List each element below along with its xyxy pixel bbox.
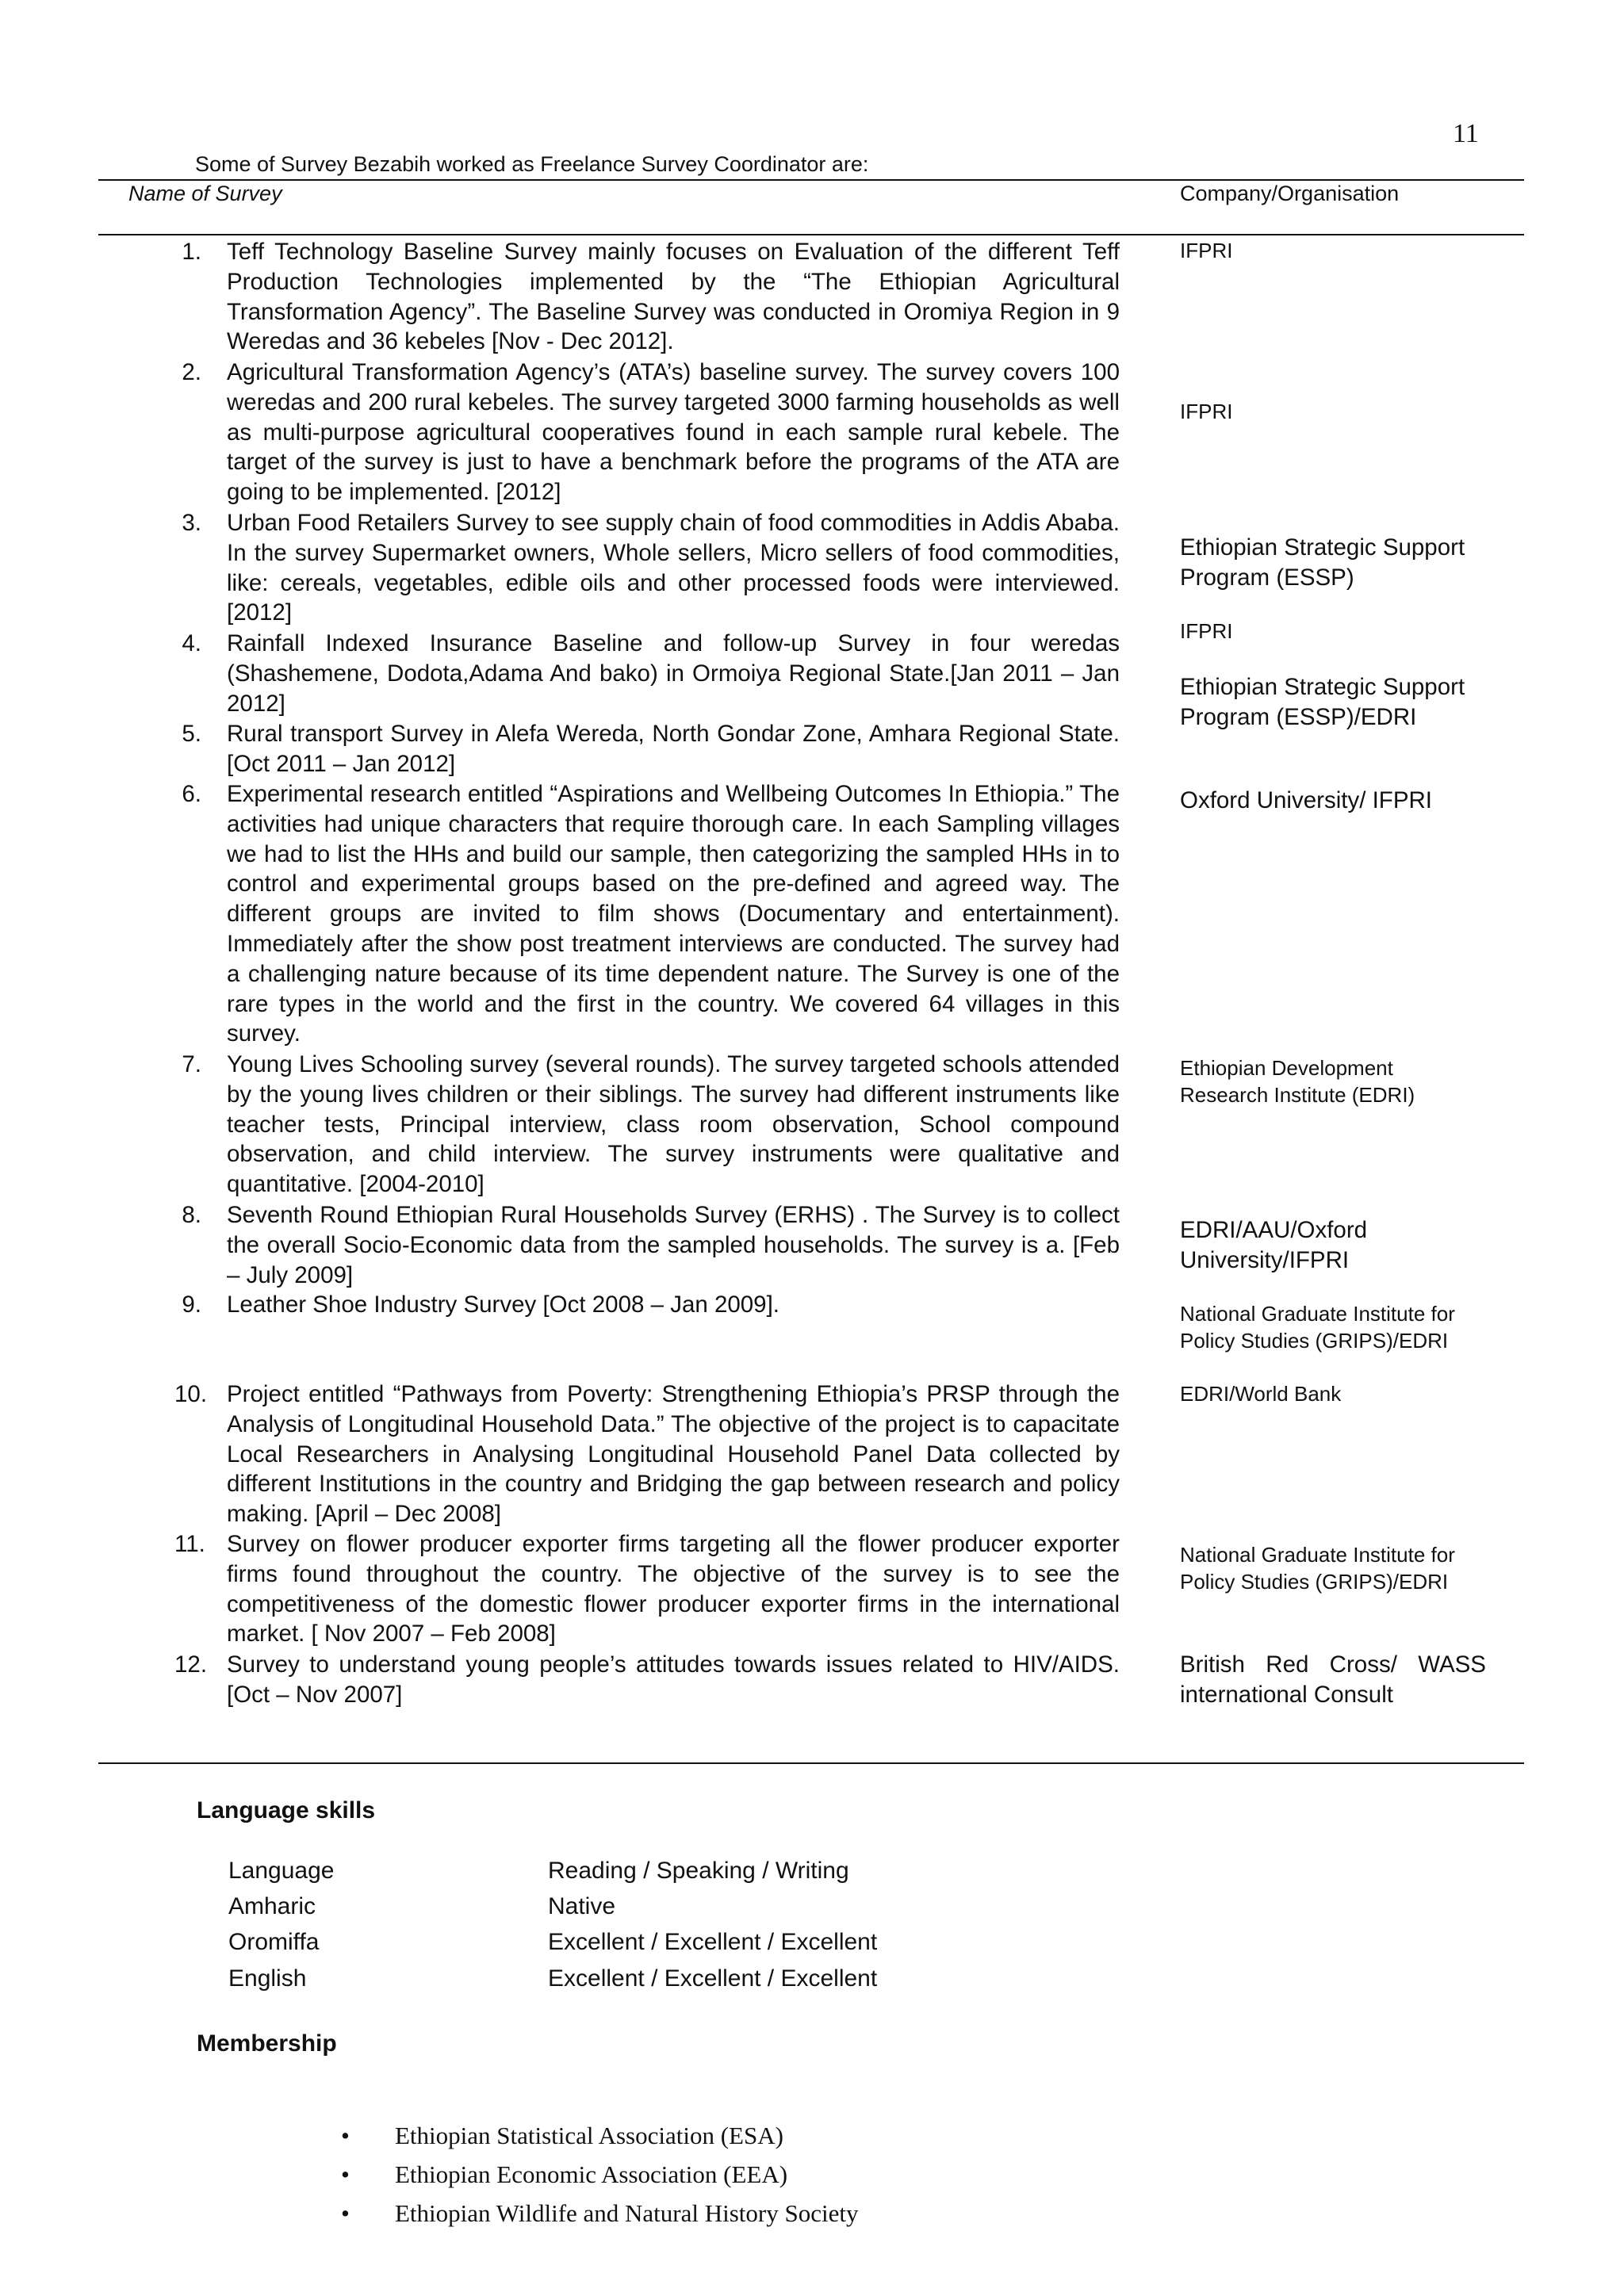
organisation-cell: Ethiopian Strategic Support Program (ESSP) [1180, 534, 1465, 591]
survey-text: Urban Food Retailers Survey to see supply chain of food commodities in Addis Ababa. In the survey Supermarket owners, Whole sellers, Micro sellers of food commodities, like: cereals, vegetables, edible oils and other processed foods were interviewed. [2012] [227, 510, 1120, 626]
column-header-name: Name of Survey [128, 182, 282, 205]
bullet-icon: • [341, 2199, 350, 2227]
organisation-cell: IFPRI [1180, 619, 1233, 643]
survey-text: Rural transport Survey in Alefa Wereda, North Gondar Zone, Amhara Regional State. [Oct 2011 – Jan 2012] [227, 721, 1120, 777]
survey-text: Experimental research entitled “Aspirations and Wellbeing Outcomes In Ethiopia.” The activities had unique characters that require thorough care. In each Sampling villages we had to list the HHs and build our sample, then categorizing the sampled HHs in to control and experimental groups based on the pre-defined and agreed way. The different groups are invited to film shows (Documentary and entertainment). Immediately after the show post treatment interviews are conducted. The survey had a challenging nature because of its time dependent nature. The Survey is one of the rare types in the world and the first in the country. We covered 64 villages in this survey. [227, 781, 1120, 1047]
organisation-cell: IFPRI [1180, 239, 1233, 262]
survey-text: Teff Technology Baseline Survey mainly focuses on Evaluation of the different Teff Production Technologies implemented by the “The Ethiopian Agricultural Transformation Agency”. The Baseline Survey was conducted in Oromiya Region in 9 Weredas and 36 kebeles [Nov - Dec 2012]. [227, 239, 1120, 355]
survey-text: Project entitled “Pathways from Poverty: Strengthening Ethiopia’s PRSP through the Analysis of Longitudinal Household Data.” The objective of the project is to capacitate Local Researchers in Analysing Longitudinal Household Panel Data collected by different Institutions in the country and Bridging the gap between research and policy making. [April – Dec 2008] [227, 1381, 1120, 1528]
survey-number: 8. [182, 1202, 201, 1228]
survey-number: 11. [174, 1531, 205, 1557]
survey-text: Survey on flower producer exporter firms targeting all the flower producer exporter firms found throughout the country. The objective of the survey is to see the competitiveness of the domestic flower producer exporter firms in the international market. [ Nov 2007 – Feb 2008] [227, 1531, 1120, 1647]
survey-number: 2. [182, 359, 201, 385]
survey-number: 7. [182, 1051, 201, 1077]
organisation-cell: Ethiopian Strategic Support Program (ESSP)/EDRI [1180, 674, 1465, 730]
language-name: Oromiffa [228, 1929, 320, 1955]
organisation-cell: National Graduate Institute for Policy Studies (GRIPS)/EDRI [1180, 1543, 1455, 1594]
survey-text: Young Lives Schooling survey (several rounds). The survey targeted schools attended by the young lives children or their siblings. The survey had different instruments like teacher tests, Principal interview, class room observation, School compound observation, and child interview. The survey instruments were qualitative and quantitative. [2004-2010] [227, 1051, 1120, 1198]
language-level: Native [548, 1893, 616, 1919]
organisation-cell: IFPRI [1180, 400, 1233, 423]
language-skills-heading: Language skills [197, 1797, 376, 1823]
survey-text: Survey to understand young people’s attitudes towards issues related to HIV/AIDS. [Oct – Nov 2007] [227, 1651, 1120, 1708]
organisation-cell: EDRI/World Bank [1180, 1382, 1342, 1406]
language-name: Amharic [228, 1893, 316, 1919]
survey-number: 5. [182, 721, 201, 747]
survey-text: Leather Shoe Industry Survey [Oct 2008 – Jan 2009]. [227, 1292, 779, 1318]
language-name: English [228, 1965, 307, 1992]
survey-number: 4. [182, 630, 201, 656]
membership-text: Ethiopian Economic Association (EEA) [395, 2160, 788, 2188]
survey-text: Seventh Round Ethiopian Rural Households Survey (ERHS) . The Survey is to collect the overall Socio-Economic data from the sampled households. The survey is a. [Feb – July 2009] [227, 1202, 1120, 1288]
membership-text: Ethiopian Wildlife and Natural History Society [395, 2199, 859, 2227]
language-level: Reading / Speaking / Writing [548, 1858, 849, 1884]
survey-number: 1. [182, 239, 201, 265]
survey-text: Rainfall Indexed Insurance Baseline and follow-up Survey in four weredas (Shashemene, Dodota,Adama And bako) in Ormoiya Regional State.[Jan 2011 – Jan 2012] [227, 630, 1120, 717]
survey-number: 6. [182, 781, 201, 807]
survey-intro: Some of Survey Bezabih worked as Freelance Survey Coordinator are: [195, 152, 869, 176]
organisation-cell: Oxford University/ IFPRI [1180, 787, 1433, 813]
table-header-rule [98, 234, 1524, 235]
membership-text: Ethiopian Statistical Association (ESA) [395, 2122, 783, 2149]
language-name: Language [228, 1858, 335, 1884]
language-level: Excellent / Excellent / Excellent [548, 1929, 878, 1955]
organisation-cell: National Graduate Institute for Policy Studies (GRIPS)/EDRI [1180, 1302, 1455, 1353]
survey-number: 12. [174, 1651, 208, 1678]
membership-heading: Membership [197, 2030, 337, 2057]
survey-text: Agricultural Transformation Agency’s (ATA’s) baseline survey. The survey covers 100 weredas and 200 rural kebeles. The survey targeted 3000 farming households as well as multi-purpose agricultural cooperatives found in each sample rural kebele. The target of the survey is just to have a benchmark before the programs of the ATA are going to be implemented. [2012] [227, 359, 1120, 506]
bullet-icon: • [341, 2122, 350, 2149]
page-number: 11 [1453, 119, 1479, 148]
column-header-company: Company/Organisation [1180, 182, 1400, 205]
survey-number: 10. [174, 1381, 208, 1407]
table-top-rule [98, 179, 1524, 181]
table-bottom-rule [98, 1762, 1524, 1764]
organisation-cell: EDRI/AAU/Oxford University/IFPRI [1180, 1217, 1368, 1273]
survey-number: 9. [182, 1292, 201, 1318]
language-level: Excellent / Excellent / Excellent [548, 1965, 878, 1992]
organisation-cell: Ethiopian Development Research Institute (EDRI) [1180, 1056, 1415, 1107]
bullet-icon: • [341, 2160, 350, 2188]
survey-number: 3. [182, 510, 201, 536]
organisation-cell: British Red Cross/ WASS international Consult [1180, 1651, 1486, 1708]
